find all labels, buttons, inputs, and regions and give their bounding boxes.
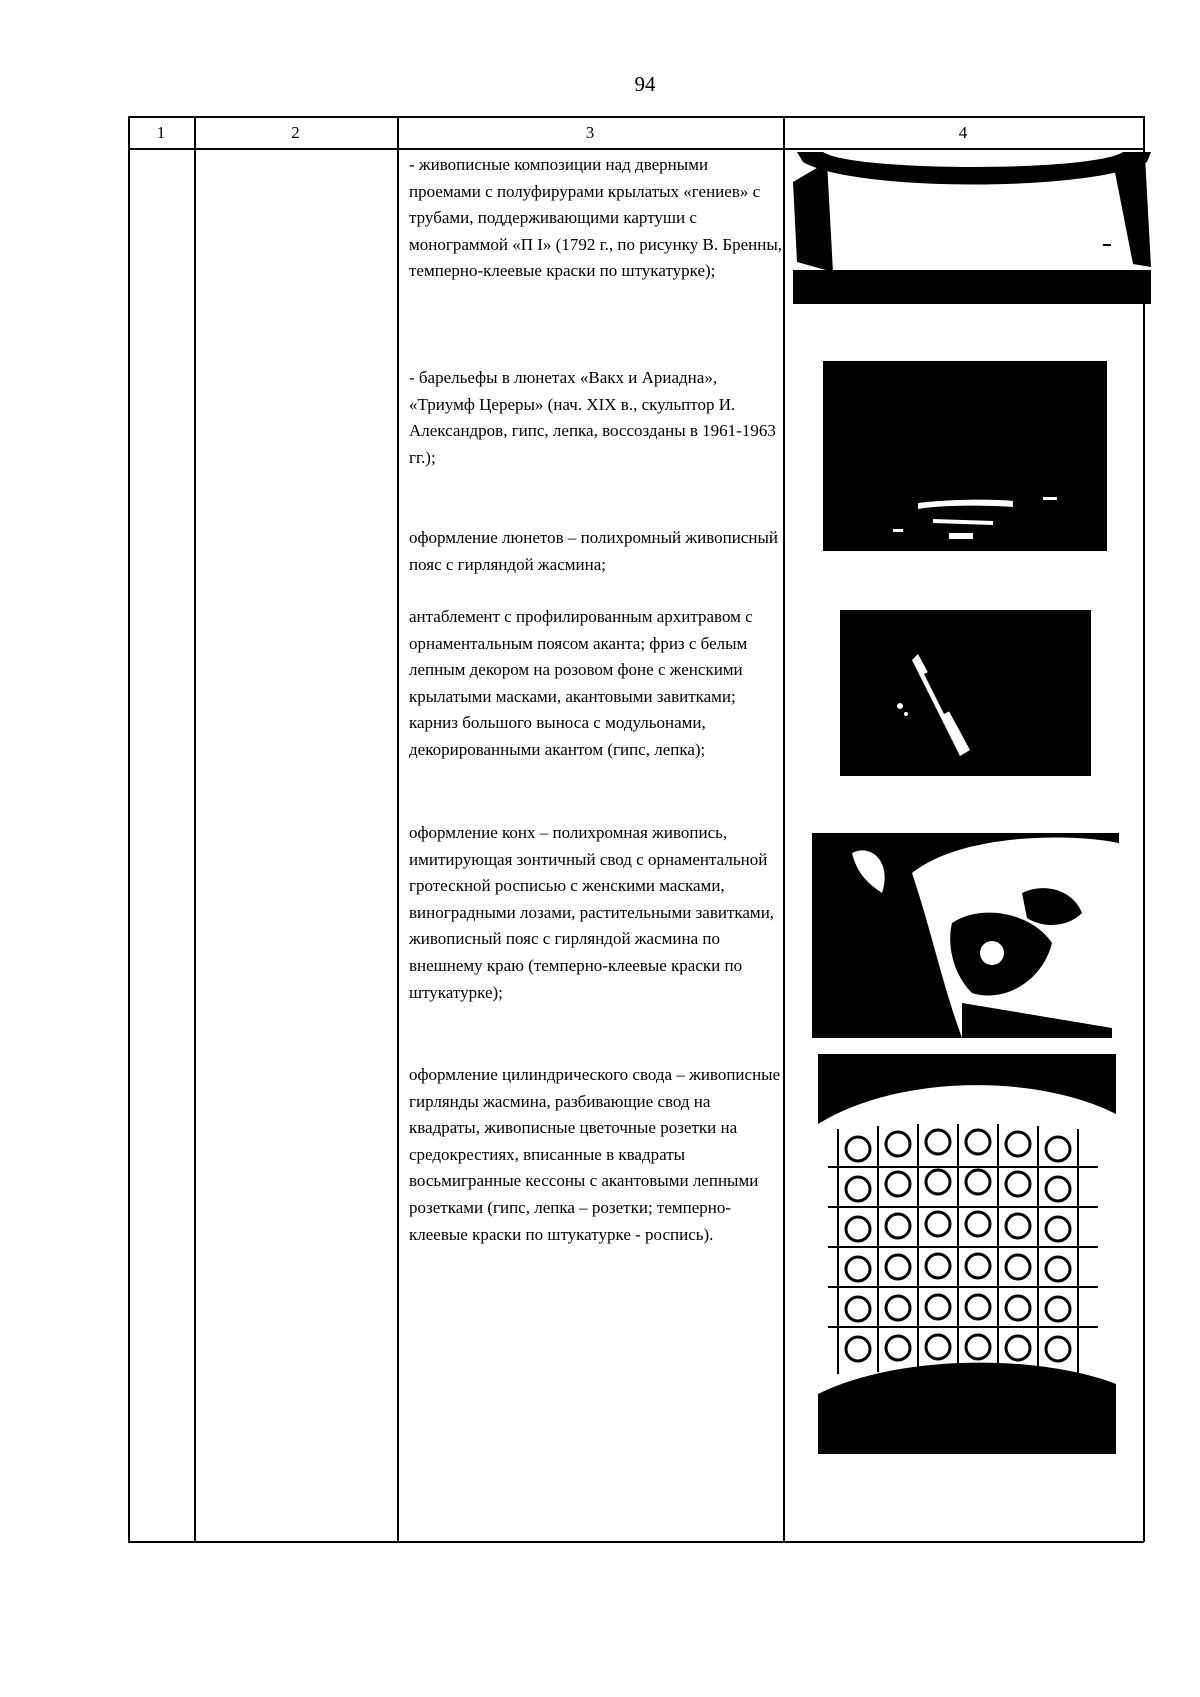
column-header-4: 4 [958,123,968,142]
column-divider-1 [194,116,196,1542]
photo-entablature [840,610,1091,776]
entry-lunette-decoration: оформление люнетов – полихромный живописный пояс с гирляндой жасмина; [409,528,778,574]
entry-entablature: антаблемент с профилированным архитравом с орнаментальным поясом аканта; фриз с белым лепным декором на розовом фоне с женскими крылатыми масками, акантовыми завитками; карниз большого выноса с модульонами, декорированными акантом (гипс, лепка); [409,607,753,759]
table-border-right [1143,116,1145,1542]
photo-lunette-bas-relief [823,361,1107,551]
column-header-3: 3 [585,123,595,142]
photo-coffered-barrel-vault [818,1054,1116,1454]
page-number: 94 [634,72,656,96]
photo-conch-painting [812,833,1119,1038]
header-separator [128,148,1144,150]
table-border-bottom [128,1541,1144,1543]
entry-overdoor-paintings: - живописные композиции над дверными проемами с полуфирурами крылатых «гениев» с трубами, поддерживающими картуши с монограммой «П I» (1792 г., по рисунку В. Бренны, темперно-клеевые краски по штукатурке); [409,155,783,281]
entry-barrel-vault: оформление цилиндрического свода – живописные гирлянды жасмина, разбивающие свод на квадраты, живописные цветочные розетки на средокрестиях, вписанные в квадраты восьмигранные кессоны с акантовыми лепными розетками (гипс, лепка – розетки; темперно-клеевые краски по штукатурке - роспись). [409,1065,781,1244]
table-border-left [128,116,130,1542]
column-header-1: 1 [156,123,166,142]
column-divider-2 [397,116,399,1542]
entry-lunette-bas-reliefs: - барельефы в люнетах «Вакх и Ариадна», «Триумф Цереры» (нач. XIX в., скульптор И. Александров, гипс, лепка, воссозданы в 1961-1963 гг.); [409,368,776,467]
photo-overdoor-painting [793,152,1151,304]
column-header-2: 2 [291,123,300,142]
entry-conch-decoration: оформление конх – полихромная живопись, имитирующая зонтичный свод с орнаментальной гротескной росписью с женскими масками, виноградными лозами, растительными завитками, живописный пояс с гирляндой жасмина по внешнему краю (темперно-клеевые краски по штукатурке); [409,823,775,1002]
